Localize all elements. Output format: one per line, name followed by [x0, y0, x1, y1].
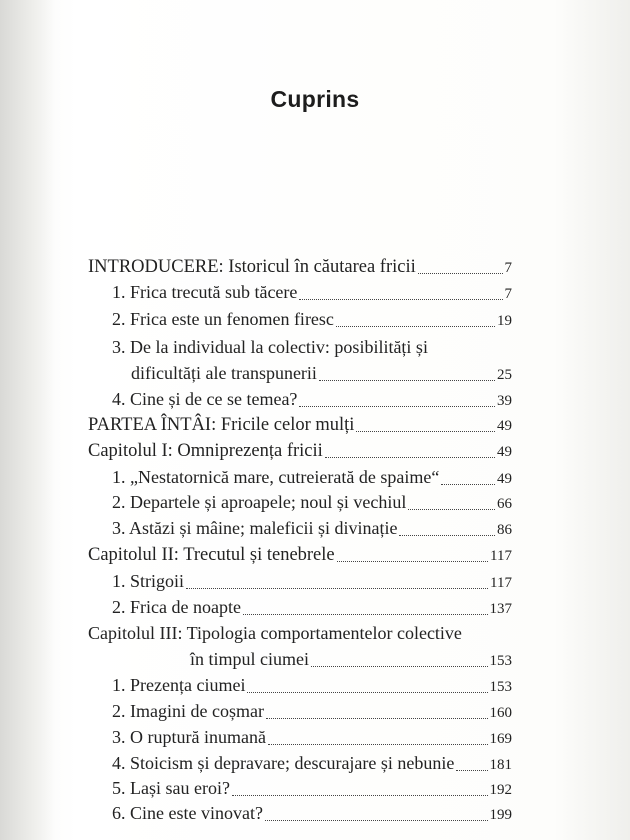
toc-entry: 2. Departele și aproapele; noul și vechiul 66: [112, 492, 512, 512]
toc-entry: 1. „Nestatornică mare, cutreierată de spaime“ 49: [112, 467, 512, 487]
toc-entry: dificultăți ale transpunerii 25: [131, 363, 512, 383]
toc-entry: Capitolul II: Trecutul și tenebrele 117: [88, 545, 512, 565]
toc-entry: INTRODUCERE: Istoricul în căutarea fricii 7: [88, 257, 512, 277]
toc-entry: 5. Lași sau eroi? 192: [112, 778, 512, 798]
page-title: Cuprins: [270, 86, 360, 112]
toc-entry: 4. Stoicism și depravare; descurajare și nebunie 181: [112, 753, 512, 773]
toc-entry-line: 3. De la individual la colectiv: posibilități și: [112, 337, 428, 357]
toc-entry: 2. Frica este un fenomen firesc 19: [112, 309, 512, 329]
toc-entry: 6. Cine este vinovat? 199: [112, 803, 512, 823]
toc-entry: în timpul ciumei 153: [190, 649, 512, 669]
toc-entry: Capitolul I: Omniprezența fricii 49: [88, 441, 512, 461]
toc-entry: 4. Cine și de ce se temea? 39: [112, 389, 512, 409]
toc-entry-line: Capitolul III: Tipologia comportamentelor colective: [88, 623, 462, 643]
toc-entry: 2. Frica de noapte 137: [112, 597, 512, 617]
toc-entry: 1. Strigoii 117: [112, 571, 512, 591]
toc-entry: 1. Prezența ciumei 153: [112, 675, 512, 695]
toc-entry: 2. Imagini de coșmar 160: [112, 701, 512, 721]
book-spine-shadow: [0, 0, 55, 840]
toc-entry: 3. O ruptură inumană 169: [112, 727, 512, 747]
toc-entry: 3. Astăzi și mâine; maleficii și divinație 86: [112, 518, 512, 538]
toc-entry: 1. Frica trecută sub tăcere 7: [112, 282, 512, 302]
toc-entry: PARTEA ÎNTÂI: Fricile celor mulți 49: [88, 415, 512, 435]
